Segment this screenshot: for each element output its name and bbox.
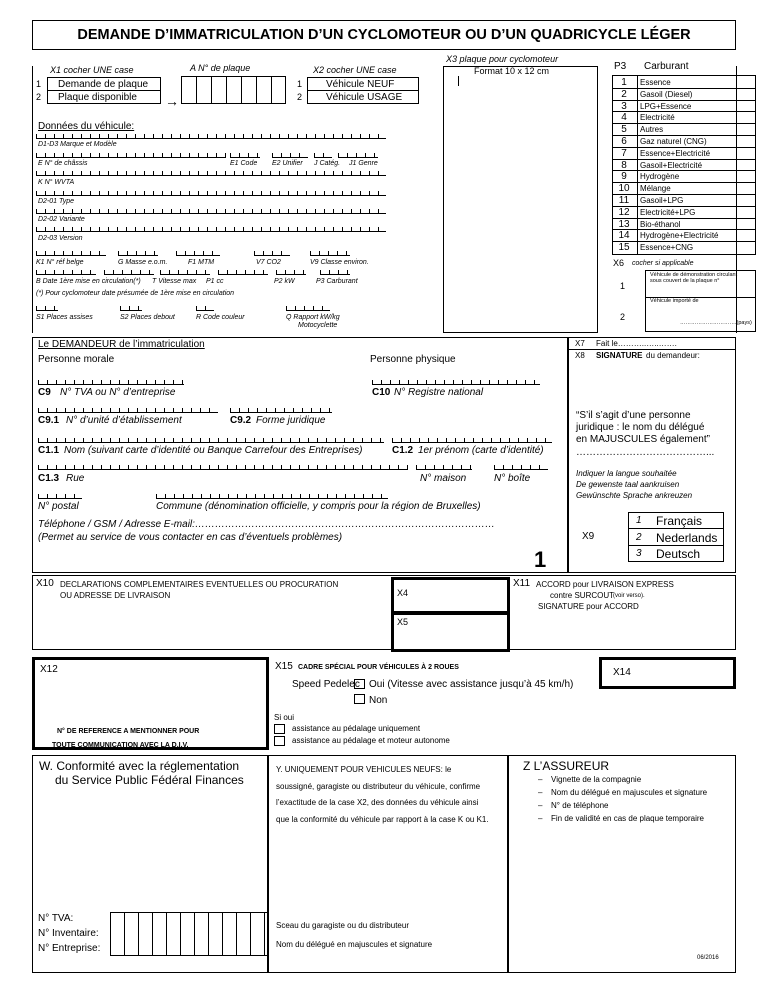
- j-field[interactable]: [314, 153, 332, 158]
- assist-motor-label: assistance au pédalage et moteur autonome: [292, 736, 450, 745]
- fuel-number: 8: [621, 159, 627, 171]
- fuel-number: 1: [621, 77, 627, 88]
- g-field[interactable]: [118, 251, 158, 256]
- speed-pedelec-label: Speed Pedelec: [292, 679, 360, 690]
- x1-opt2[interactable]: Plaque disponible: [58, 92, 137, 103]
- z-item: Vignette de la compagnie: [551, 775, 642, 784]
- fuel-label: Essence+Electricité: [640, 148, 711, 158]
- fuel-row-divider: [612, 241, 756, 242]
- c9-code: C9: [38, 387, 51, 398]
- x11-line1: ACCORD pour LIVRAISON EXPRESS: [536, 580, 674, 589]
- c9-label: N° TVA ou N° d’entreprise: [60, 387, 176, 398]
- c91-code: C9.1: [38, 415, 60, 426]
- x7-date-field[interactable]: Fait le………..…..…….: [596, 339, 677, 348]
- house-field[interactable]: [416, 465, 472, 470]
- r-field[interactable]: [196, 306, 214, 311]
- fuel-label: Autres: [640, 125, 664, 135]
- w-number-grid[interactable]: [110, 912, 268, 956]
- fuel-row[interactable]: [612, 160, 756, 171]
- y-line2: soussigné, garagiste ou distributeur du véhicule, confirme: [276, 782, 481, 791]
- moral-label: Personne morale: [38, 354, 115, 365]
- commune-label: Commune (dénomination officielle, y compris pour la région de Bruxelles): [156, 501, 481, 512]
- x12-ref1: N° DE REFERENCE A MENTIONNER POUR: [57, 728, 200, 735]
- phone-field[interactable]: Téléphone / GSM / Adresse E-mail:………………………………………………………………………………: [38, 519, 495, 530]
- fuel-row[interactable]: [612, 219, 756, 230]
- fuel-label: Essence: [640, 78, 671, 87]
- fuel-label: Hydrogène: [640, 172, 680, 182]
- f1-label: F1 MTM: [188, 259, 215, 266]
- c10-label: N° Registre national: [394, 387, 484, 398]
- legal-line2: juridique : le nom du délégué: [576, 422, 705, 433]
- fuel-label: Hydrogène+Electricité: [640, 231, 719, 241]
- assist-motor-checkbox[interactable]: [274, 736, 285, 746]
- fuel-number: 15: [618, 242, 630, 254]
- e1-label: E1 Code: [230, 160, 258, 167]
- plate-number-field[interactable]: [181, 76, 286, 104]
- q-label: Q Rapport kW/kg: [286, 314, 340, 321]
- x8-signature: SIGNATURE: [596, 351, 643, 360]
- x3-format-line: [458, 76, 459, 86]
- lang-divider-1: [628, 528, 724, 529]
- fuel-row[interactable]: [612, 136, 756, 147]
- fuel-row[interactable]: [612, 101, 756, 112]
- c13-code: C1.3: [38, 473, 60, 484]
- fuel-label: Gasoil+Electricité: [640, 160, 703, 170]
- fuel-row[interactable]: [612, 195, 756, 206]
- x2-opt1[interactable]: Véhicule NEUF: [326, 79, 395, 90]
- si-oui-label: Si oui: [274, 713, 295, 722]
- c92-code: C9.2: [230, 415, 252, 426]
- c11-code: C1.1: [38, 445, 60, 456]
- x11-label: X11: [513, 578, 531, 589]
- e2-field[interactable]: [272, 153, 308, 158]
- x12-ref2: TOUTE COMMUNICATION AVEC LA D.I.V.: [52, 742, 189, 749]
- x5-box[interactable]: [391, 612, 510, 652]
- box-field[interactable]: [494, 465, 548, 470]
- fuel-number: 3: [621, 100, 627, 112]
- fuel-row[interactable]: [612, 77, 756, 88]
- physical-label: Personne physique: [370, 354, 456, 365]
- fuel-row-divider: [612, 147, 756, 148]
- fuel-row[interactable]: [612, 183, 756, 194]
- fuel-row[interactable]: [612, 89, 756, 100]
- d1d3-label: D1-D3 Marque et Modèle: [38, 141, 117, 148]
- lang-divider-2: [628, 545, 724, 546]
- lang-number: 1: [636, 515, 642, 526]
- s1-label: S1 Places assises: [36, 314, 93, 321]
- legal-dots: …………………………………...: [576, 447, 715, 458]
- x15-title: CADRE SPÉCIAL POUR VÉHICULES À 2 ROUES: [298, 664, 459, 671]
- fuel-row[interactable]: [612, 124, 756, 135]
- p2-label: P2 kW: [274, 278, 295, 285]
- z-item: Nom du délégué en majuscules et signature: [551, 788, 708, 797]
- p1b-field[interactable]: [218, 270, 268, 275]
- oui-label: Oui (Vitesse avec assistance jusqu’à 45 km/h): [369, 679, 574, 690]
- w-tva-label: N° TVA:: [38, 913, 74, 924]
- fuel-label: Mélange: [640, 184, 671, 194]
- x11-line3: SIGNATURE pour ACCORD: [538, 602, 639, 611]
- x2-opt1-num: 1: [297, 79, 303, 89]
- d203-field[interactable]: [36, 227, 386, 232]
- fuel-number: 5: [621, 124, 627, 136]
- g-label: G Masse e.o.m.: [118, 259, 168, 266]
- frame-left: [32, 66, 33, 333]
- x7-divider: [568, 349, 736, 350]
- lang-line2: De gewenste taal aankruisen: [576, 480, 680, 489]
- fuel-number: 13: [618, 218, 630, 230]
- x14-label: X14: [613, 667, 631, 678]
- fuel-label: Essence+CNG: [640, 243, 694, 253]
- fuel-row-divider: [612, 206, 756, 207]
- x2-divider: [307, 90, 419, 91]
- postal-label: N° postal: [38, 501, 79, 512]
- x2-label: X2 cocher UNE case: [313, 65, 397, 75]
- q-field[interactable]: [286, 306, 330, 311]
- x12-label: X12: [40, 664, 58, 675]
- page-title: DEMANDE D’IMMATRICULATION D’UN CYCLOMOTEUR OU D’UN QUADRICYCLE LÉGER: [77, 27, 691, 43]
- p1-field[interactable]: [160, 270, 210, 275]
- postal-field[interactable]: [38, 494, 82, 499]
- lang-line3: Gewünschte Sprache ankreuzen: [576, 491, 693, 500]
- e-field[interactable]: [36, 153, 226, 158]
- fuel-number: 10: [618, 183, 630, 195]
- fuel-number: 12: [618, 206, 630, 218]
- v7-field[interactable]: [254, 251, 290, 256]
- fuel-number: 7: [621, 147, 627, 159]
- y-seal: Sceau du garagiste ou du distributeur: [276, 921, 409, 930]
- j-label: J Catég.: [314, 160, 341, 167]
- z-title: Z L’ASSUREUR: [523, 759, 610, 773]
- d202-label: D2-02 Variante: [38, 216, 85, 223]
- form-date: 06/2016: [697, 955, 719, 961]
- phone-note: (Permet au service de vous contacter en cas d’éventuels problèmes): [38, 532, 343, 543]
- legal-line3: en MAJUSCULES également”: [576, 434, 710, 445]
- y-line3: l’exactitude de la case X2, des données du véhicule ainsi: [276, 798, 479, 807]
- commune-field[interactable]: [156, 494, 388, 499]
- d201-label: D2-01 Type: [38, 198, 75, 205]
- fuel-row-divider: [612, 111, 756, 112]
- plate-label: A N° de plaque: [190, 63, 251, 73]
- c10-field[interactable]: [372, 380, 540, 385]
- z-bullet: –: [538, 814, 543, 823]
- fuel-row-divider: [612, 159, 756, 160]
- fuel-label: Electricité: [640, 113, 675, 123]
- v9-field[interactable]: [310, 251, 350, 256]
- k1-label: K1 N° réf belge: [36, 259, 84, 266]
- applicant-heading: Le DEMANDEUR de l’immatriculation: [38, 339, 205, 350]
- p2-field[interactable]: [276, 270, 306, 275]
- v7-label: V7 CO2: [256, 259, 281, 266]
- w-line1: W. Conformité avec la réglementation: [39, 759, 240, 773]
- fuel-label: Electricité+LPG: [640, 207, 696, 217]
- arrow-icon: →: [165, 93, 179, 109]
- s2-field[interactable]: [120, 306, 142, 311]
- v9-label: V9 Classe environ.: [310, 259, 369, 266]
- x3-format: Format 10 x 12 cm: [474, 66, 550, 76]
- c13-label: Rue: [66, 473, 85, 484]
- x4-box[interactable]: [391, 577, 510, 614]
- assist-only-label: assistance au pédalage uniquement: [292, 724, 421, 733]
- e1-field[interactable]: [230, 153, 260, 158]
- non-checkbox[interactable]: [354, 694, 365, 704]
- p1-label: P1 cc: [206, 278, 224, 285]
- p3c-label: P3 Carburant: [316, 278, 358, 285]
- x6-opt2[interactable]: Véhicule importé de: [650, 298, 699, 304]
- x11-line2: contre SURCOUT: [550, 591, 615, 600]
- box-label: N° boîte: [494, 473, 531, 484]
- fuel-row[interactable]: [612, 148, 756, 159]
- x10-text2: OU ADRESSE DE LIVRAISON: [60, 591, 171, 600]
- fuel-number: 6: [621, 136, 627, 147]
- c92-label: Forme juridique: [256, 415, 326, 426]
- x9-label: X9: [582, 531, 595, 542]
- lang-option[interactable]: Deutsch: [656, 547, 701, 562]
- c12-field[interactable]: [392, 438, 552, 443]
- non-label: Non: [369, 695, 388, 706]
- x1-label: X1 cocher UNE case: [50, 65, 134, 75]
- x6-opt2-suffix: ………………………….(pays): [680, 320, 752, 326]
- j1-label: J1 Genre: [349, 160, 378, 167]
- fuel-row[interactable]: [612, 112, 756, 123]
- z-bullet: –: [538, 788, 543, 797]
- s2-label: S2 Places debout: [120, 314, 175, 321]
- c11-label: Nom (suivant carte d’identité ou Banque Carrefour des Entreprises): [64, 445, 363, 456]
- x3-plate-box[interactable]: [443, 66, 598, 333]
- x10-label: X10: [36, 578, 54, 589]
- t-label: T Vitesse max: [152, 278, 197, 285]
- fuel-row[interactable]: [612, 207, 756, 218]
- fuel-number: 2: [621, 88, 627, 100]
- x2-opt2[interactable]: Véhicule USAGE: [326, 92, 403, 103]
- fuel-row-divider: [612, 123, 756, 124]
- page-number: 1: [534, 547, 547, 572]
- x1-opt1[interactable]: Demande de plaque: [58, 79, 149, 90]
- x12-box[interactable]: [32, 657, 269, 750]
- fuel-row-divider: [612, 135, 756, 136]
- x11-line2b: (voir verso).: [613, 593, 645, 599]
- fuel-number: 11: [618, 195, 630, 206]
- p3c-field[interactable]: [320, 270, 350, 275]
- vehicle-note: (*) Pour cyclomoteur date présumée de 1ère mise en circulation: [36, 290, 235, 297]
- z-bullet: –: [538, 801, 543, 810]
- x2-opt2-num: 2: [297, 92, 303, 102]
- lang-line1: Indiquer la langue souhaitée: [576, 469, 677, 478]
- x7-label: X7: [575, 339, 585, 348]
- z-item: Fin de validité en cas de plaque temporaire: [551, 814, 704, 823]
- fuel-number: 9: [621, 171, 627, 183]
- x4-label: X4: [397, 588, 409, 598]
- d201-field[interactable]: [36, 191, 386, 196]
- fuel-number: 14: [618, 230, 630, 242]
- assist-only-checkbox[interactable]: [274, 724, 285, 734]
- e-label: E N° de châssis: [38, 160, 88, 167]
- w-line2: du Service Public Fédéral Finances: [55, 773, 244, 787]
- c11-field[interactable]: [38, 438, 384, 443]
- j1-field[interactable]: [338, 153, 378, 158]
- x8-label: X8: [575, 351, 585, 360]
- e2-label: E2 Unifier: [272, 160, 303, 167]
- k-label: K N° WVTA: [38, 179, 75, 186]
- x6-note: cocher si applicable: [632, 260, 694, 267]
- x1-opt2-num: 2: [36, 92, 42, 102]
- lang-number: 2: [636, 531, 642, 543]
- fuel-row[interactable]: [612, 230, 756, 241]
- x6-label: X6: [613, 258, 625, 268]
- c13-field[interactable]: [38, 465, 408, 470]
- oui-checkbox[interactable]: [354, 679, 365, 689]
- fuel-label: Bio-éthanol: [640, 219, 681, 229]
- fuel-label: LPG+Essence: [640, 101, 692, 111]
- d203-label: D2-03 Version: [38, 235, 83, 242]
- fuel-row[interactable]: [612, 171, 756, 182]
- k1-field[interactable]: [36, 251, 106, 256]
- y-line4: que la conformité du véhicule par rapport à la case K ou K1.: [276, 815, 489, 824]
- c91-label: N° d’unité d’établissement: [66, 415, 182, 426]
- fuel-row-divider: [612, 229, 756, 230]
- fuel-row-divider: [612, 182, 756, 183]
- fuel-row-divider: [612, 194, 756, 195]
- fuel-label: Gaz naturel (CNG): [640, 137, 707, 146]
- x1-opt1-num: 1: [36, 79, 42, 89]
- fuel-label: Gasoil+LPG: [640, 196, 684, 205]
- x6-opt1[interactable]: Véhicule de démonstration circulant sous couvert de la plaque n°: [650, 272, 738, 285]
- x6-opt1-num: 1: [620, 281, 626, 291]
- q2-label: Motocyclette: [298, 322, 338, 329]
- p3-title: Carburant: [644, 61, 689, 72]
- c12-label: 1er prénom (carte d’identité): [418, 445, 544, 456]
- house-label: N° maison: [420, 473, 467, 484]
- fuel-number: 4: [621, 112, 627, 124]
- x8-text: du demandeur:: [646, 351, 700, 360]
- x1-divider: [47, 90, 161, 91]
- c12-code: C1.2: [392, 445, 414, 456]
- f1-field[interactable]: [176, 251, 220, 256]
- fuel-row-divider: [612, 170, 756, 171]
- s1-field[interactable]: [36, 306, 58, 311]
- d1d3-field[interactable]: [36, 134, 386, 139]
- fuel-row-divider: [612, 100, 756, 101]
- w-inv-label: N° Inventaire:: [38, 928, 99, 939]
- y-name: Nom du délégué en majuscules et signature: [276, 940, 433, 949]
- c91-field[interactable]: [38, 408, 218, 413]
- b-label: B Date 1ère mise en circulation(*): [36, 278, 141, 285]
- fuel-row-divider: [612, 218, 756, 219]
- legal-line1: “S’il s’agit d’une personne: [576, 410, 691, 421]
- c10-code: C10: [372, 387, 391, 398]
- fuel-label: Gasoil (Diesel): [640, 89, 693, 99]
- d202-field[interactable]: [36, 209, 386, 214]
- z-item: N° de téléphone: [551, 801, 609, 810]
- z-bullet: –: [538, 775, 543, 784]
- r-label: R Code couleur: [196, 314, 245, 321]
- y-line1: Y. UNIQUEMENT POUR VEHICULES NEUFS: le: [276, 765, 452, 774]
- x6-opt2-num: 2: [620, 312, 626, 322]
- c92-field[interactable]: [230, 408, 332, 413]
- x10-text1: DECLARATIONS COMPLEMENTAIRES EVENTUELLES OU PROCURATION: [60, 580, 339, 589]
- fuel-row[interactable]: [612, 242, 756, 253]
- k-field[interactable]: [36, 171, 386, 176]
- lang-option[interactable]: Nederlands: [656, 530, 718, 545]
- x5-label: X5: [397, 617, 409, 627]
- x15-label: X15: [275, 661, 293, 672]
- x3-label: X3 plaque pour cyclomoteur: [446, 54, 559, 64]
- lang-number: 3: [636, 548, 642, 560]
- b-field[interactable]: [36, 270, 96, 275]
- fuel-row-divider: [612, 88, 756, 89]
- p3-label: P3: [614, 61, 627, 72]
- lang-option[interactable]: Français: [656, 514, 703, 528]
- w-ent-label: N° Entreprise:: [38, 943, 101, 954]
- vehicle-heading: Données du véhicule:: [38, 121, 135, 132]
- t-field[interactable]: [104, 270, 154, 275]
- c9-field[interactable]: [38, 380, 184, 385]
